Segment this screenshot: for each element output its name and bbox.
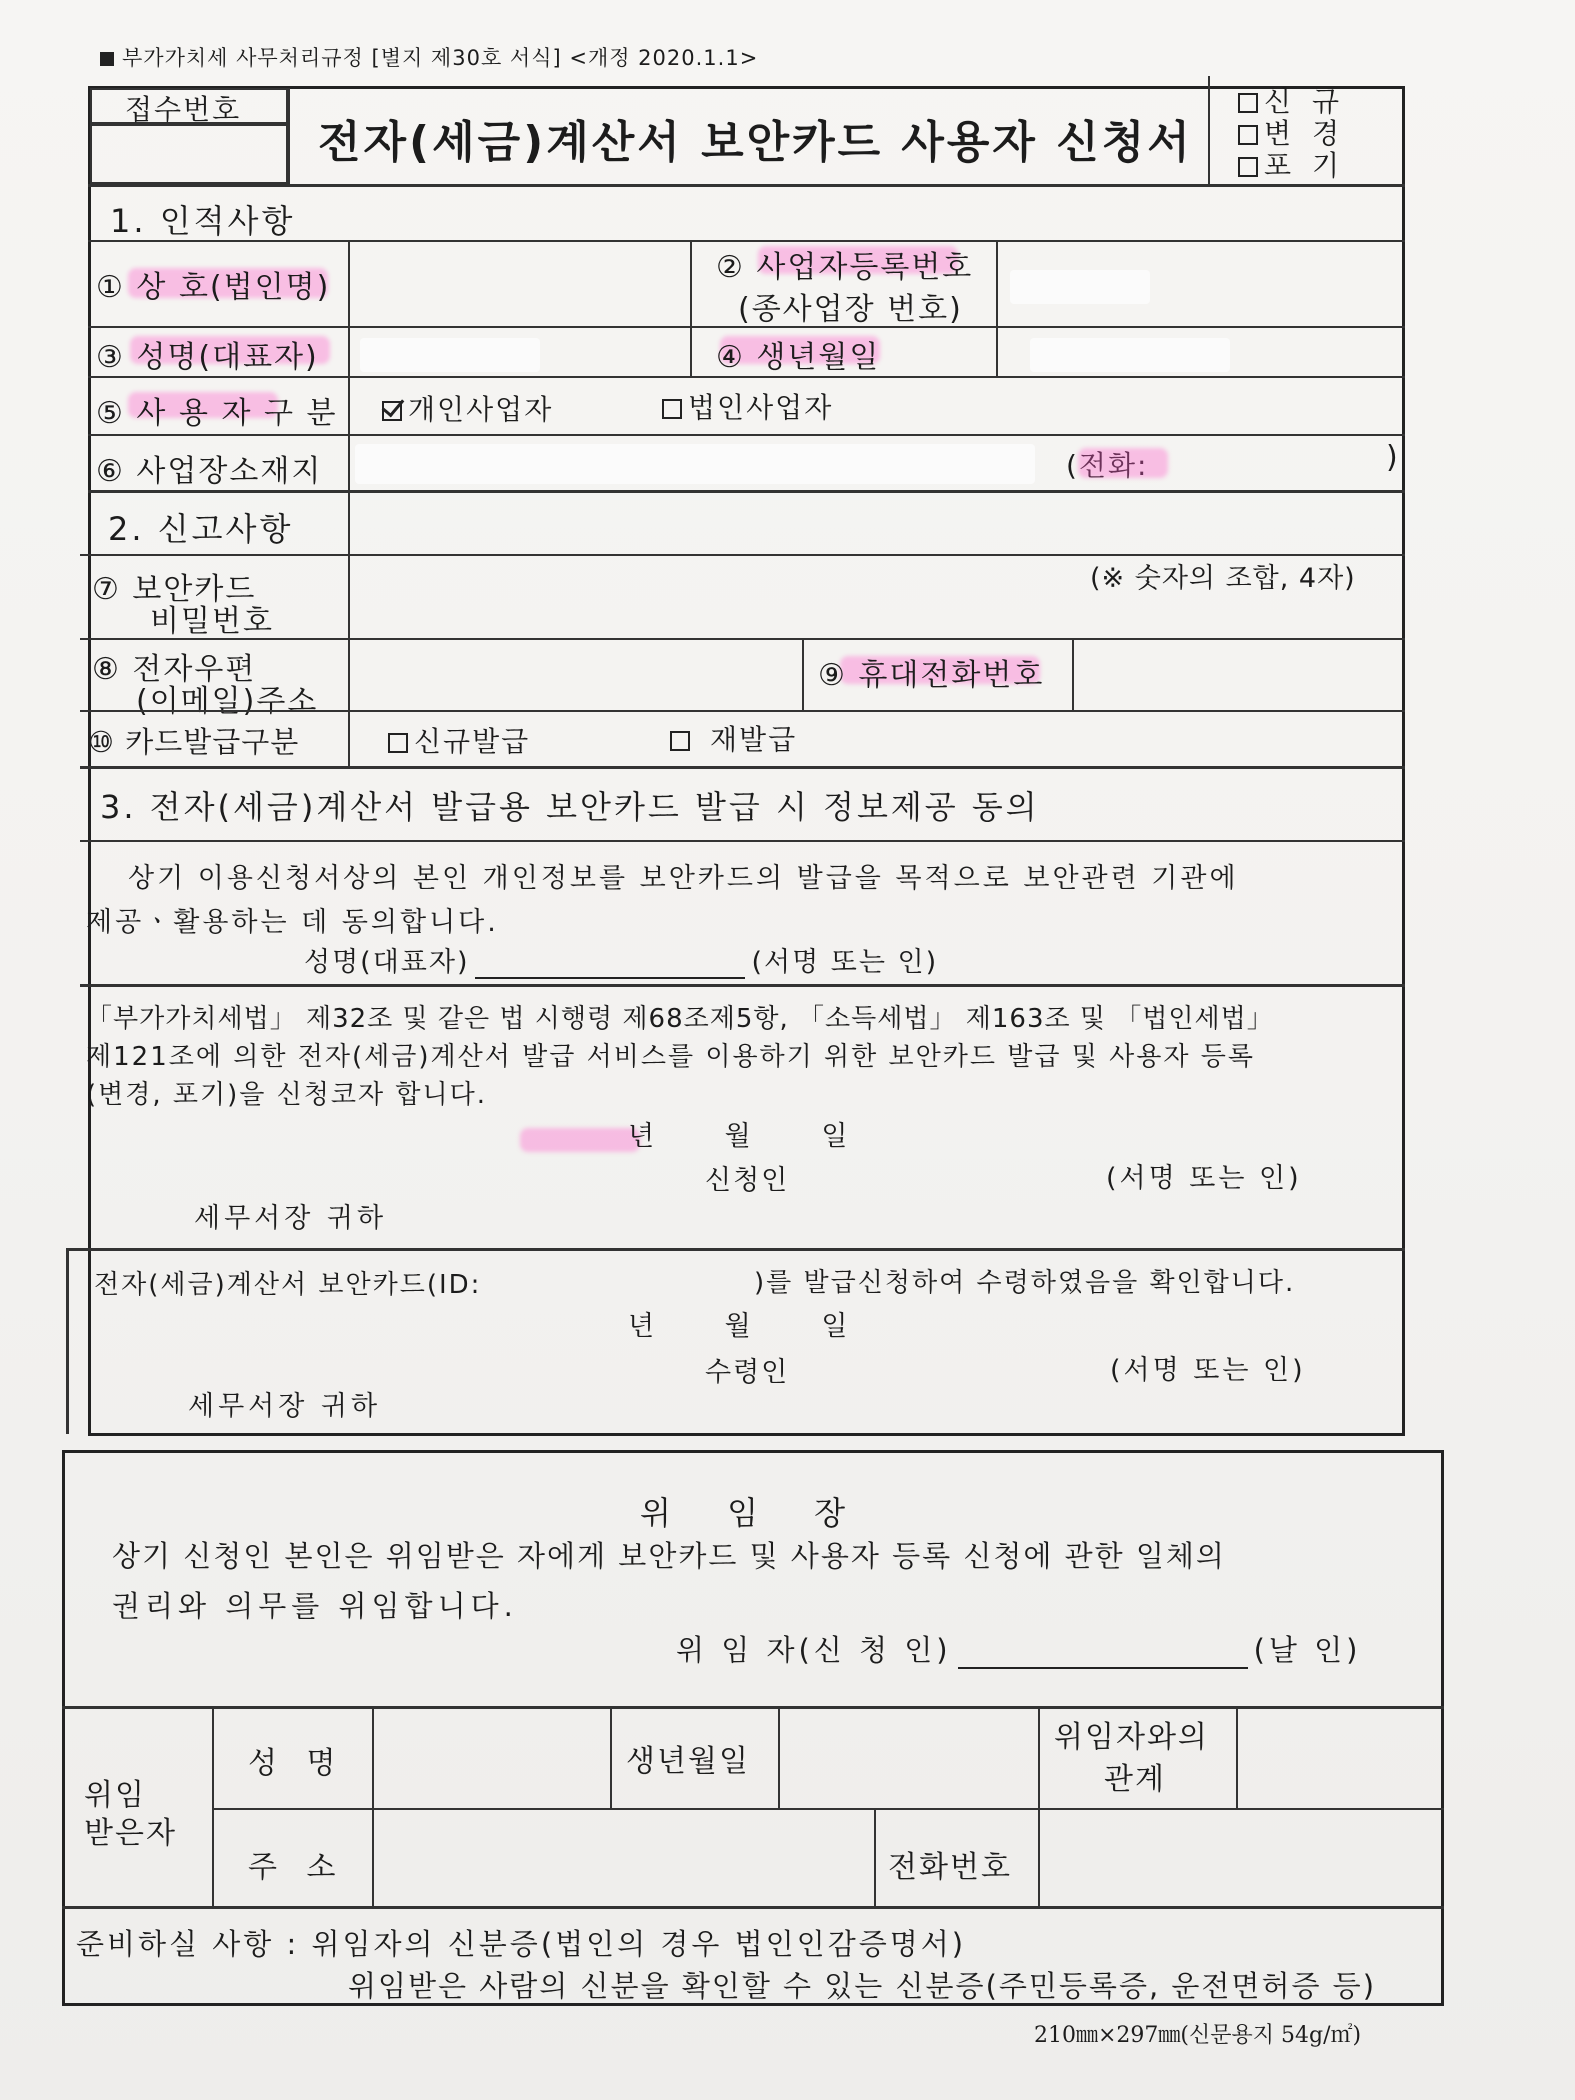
label-relation-1: 위임자와의 — [1054, 1720, 1209, 1755]
checkbox-new[interactable] — [1238, 93, 1258, 113]
preparation-line-1: 준비하실 사항 : 위임자의 신분증(법인의 경우 법인인감증명서) — [76, 1927, 967, 1961]
paper-spec: 210㎜×297㎜(신문용지 54g/㎡) — [1034, 2023, 1362, 2048]
divider — [80, 710, 1405, 712]
redaction — [1010, 270, 1150, 304]
divider — [66, 1248, 1405, 1251]
password-note: (※ 숫자의 조합, 4자) — [1090, 563, 1356, 594]
highlight-mark — [1078, 448, 1168, 478]
consent-sign-suffix: (서명 또는 인) — [751, 947, 939, 978]
delegation-text-2: 권리와 의무를 위임합니다. — [112, 1589, 518, 1623]
company-name-field[interactable] — [350, 242, 690, 326]
receipt-number-label: 접수번호 — [125, 93, 242, 126]
label-email-2: (이메일)주소 — [136, 684, 319, 719]
label-delegate-phone: 전화번호 — [888, 1850, 1012, 1885]
delegate-label-2: 받은자 — [84, 1816, 177, 1851]
label-relation-2: 관계 — [1104, 1762, 1166, 1797]
label-email-1: ⑧ 전자우편 — [92, 652, 257, 687]
delegate-phone-field[interactable] — [1040, 1810, 1442, 1906]
delegate-label-1: 위임 — [84, 1778, 146, 1813]
issue-reissue-label: 재발급 — [710, 723, 798, 756]
delegator-seal-label: (날 인) — [1253, 1633, 1362, 1667]
consent-text-1: 상기 이용신청서상의 본인 개인정보를 보안카드의 발급을 목적으로 보안관련 기관에 — [128, 863, 1239, 894]
receiver-label: 수령인 — [705, 1357, 790, 1388]
label-company-name: ① 상 호(법인명) — [96, 270, 331, 305]
divider — [80, 840, 1405, 842]
label-delegate-birth: 생년월일 — [626, 1744, 750, 1779]
regulation-text: 부가가치세 사무처리규정 [별지 제30호 서식] <개정 2020.1.1> — [122, 46, 759, 70]
delegation-title: 위 임 장 — [640, 1494, 849, 1532]
receipt-number-field[interactable] — [90, 124, 288, 184]
issue-new[interactable] — [388, 720, 530, 760]
application-text-1: 「부가가치세법」 제32조 및 같은 법 시행령 제68조제5항, 「소득세법」 제163조 및 「법인세법」 — [86, 1004, 1274, 1034]
divider — [88, 490, 1405, 493]
divider — [690, 240, 692, 376]
phone-close-label: ) — [1386, 440, 1400, 475]
checkbox-change[interactable] — [1238, 125, 1258, 145]
label-representative: ③ 성명(대표자) — [96, 340, 319, 375]
delegate-address-field[interactable] — [374, 1810, 874, 1906]
divider — [610, 1706, 612, 1808]
checkbox-issue-new[interactable] — [388, 733, 408, 753]
section1-title: 1. 인적사항 — [110, 202, 296, 240]
preparation-line-2: 위임받은 사람의 신분을 확인할 수 있는 신분증(주민등록증, 운전면허증 등) — [348, 1969, 1377, 2003]
section3-title: 3. 전자(세금)계산서 발급용 보안카드 발급 시 정보제공 동의 — [100, 788, 1040, 826]
label-business-address: ⑥ 사업장소재지 — [96, 454, 323, 489]
applicant-label: 신청인 — [705, 1165, 790, 1196]
divider — [62, 1906, 1444, 1909]
delegate-birth-field[interactable] — [780, 1708, 1038, 1808]
consent-signature — [304, 940, 938, 979]
label-user-type: ⑤ 사 용 자 구 분 — [96, 396, 338, 431]
square-bullet-icon — [100, 52, 114, 66]
tax-office-addressee: 세무서장 귀하 — [194, 1203, 388, 1234]
relation-field[interactable] — [1238, 1708, 1442, 1808]
option-cancel[interactable] — [1238, 144, 1345, 184]
application-text-2: 제121조에 의한 전자(세금)계산서 발급 서비스를 이용하기 위한 보안카드 발급 및 사용자 등록 — [86, 1042, 1256, 1072]
consent-text-2: 제공ㆍ활용하는 데 동의합니다. — [86, 907, 499, 938]
checkbox-personal[interactable] — [382, 401, 402, 421]
delegation-text-1: 상기 신청인 본인은 위임받은 자에게 보안카드 및 사용자 등록 신청에 관한 일체의 — [112, 1539, 1226, 1573]
receipt-date: 년 월 일 — [628, 1311, 850, 1342]
divider — [288, 88, 290, 184]
section2-title: 2. 신고사항 — [108, 510, 294, 548]
option-cancel-label: 포 기 — [1264, 149, 1345, 182]
label-card-password-2: 비밀번호 — [150, 604, 274, 639]
checkbox-cancel[interactable] — [1238, 157, 1258, 177]
receipt-addressee: 세무서장 귀하 — [188, 1391, 382, 1422]
receipt-text-right: )를 발급신청하여 수령하였음을 확인합니다. — [754, 1268, 1296, 1298]
receiver-sign-suffix: (서명 또는 인) — [1110, 1355, 1306, 1386]
divider — [80, 766, 1405, 769]
redaction — [360, 338, 540, 372]
delegator-signature-line[interactable] — [958, 1667, 1248, 1669]
label-business-number: ② 사업자등록번호 — [716, 250, 974, 285]
divider — [1208, 76, 1210, 184]
divider — [88, 376, 1405, 378]
application-date: 년 월 일 — [628, 1121, 850, 1152]
mobile-field[interactable] — [1074, 640, 1403, 710]
receipt-text-left: 전자(세금)계산서 보안카드(ID: — [94, 1270, 482, 1300]
user-type-personal-label: 개인사업자 — [408, 393, 554, 426]
email-field[interactable] — [350, 640, 802, 710]
delegate-name-field[interactable] — [374, 1708, 610, 1808]
label-branch-number: (종사업장 번호) — [738, 292, 963, 327]
user-type-corporate-label: 법인사업자 — [688, 391, 834, 424]
applicant-sign-suffix: (서명 또는 인) — [1106, 1163, 1302, 1194]
application-text-3: (변경, 포기)을 신청코자 합니다. — [86, 1080, 488, 1110]
label-card-password-1: ⑦ 보안카드 — [92, 572, 257, 607]
form-title: 전자(세금)계산서 보안카드 사용자 신청서 — [318, 117, 1193, 168]
phone-open-label: (전화: — [1066, 449, 1149, 482]
divider — [802, 638, 804, 710]
label-mobile: ⑨ 휴대전화번호 — [818, 658, 1045, 693]
user-type-personal[interactable] — [382, 388, 553, 428]
delegator-label: 위 임 자(신 청 인) — [676, 1633, 952, 1667]
redaction — [355, 444, 1035, 484]
highlight-mark — [520, 1128, 640, 1152]
checkbox-issue-reissue[interactable] — [670, 731, 690, 751]
issue-new-label: 신규발급 — [414, 725, 531, 758]
label-card-issue-type: ⑩ 카드발급구분 — [88, 725, 300, 759]
divider — [212, 1706, 214, 1906]
option-change-label: 변 경 — [1264, 117, 1345, 150]
option-new-label: 신 규 — [1264, 85, 1345, 118]
consent-sign-label: 성명(대표자) — [304, 947, 470, 978]
checkbox-corporate[interactable] — [662, 399, 682, 419]
label-delegate-address: 주 소 — [248, 1850, 346, 1885]
regulation-header — [100, 42, 758, 72]
label-delegate-name: 성 명 — [248, 1746, 346, 1781]
delegator-signature — [676, 1628, 1361, 1669]
divider — [80, 984, 1405, 987]
divider — [874, 1808, 876, 1906]
consent-signature-line[interactable] — [475, 977, 745, 979]
redaction — [1030, 338, 1230, 372]
issue-reissue[interactable] — [670, 718, 797, 758]
divider — [88, 184, 1405, 187]
user-type-corporate[interactable] — [662, 386, 833, 426]
label-birth-date: ④ 생년월일 — [716, 340, 881, 375]
divider — [66, 1248, 69, 1434]
